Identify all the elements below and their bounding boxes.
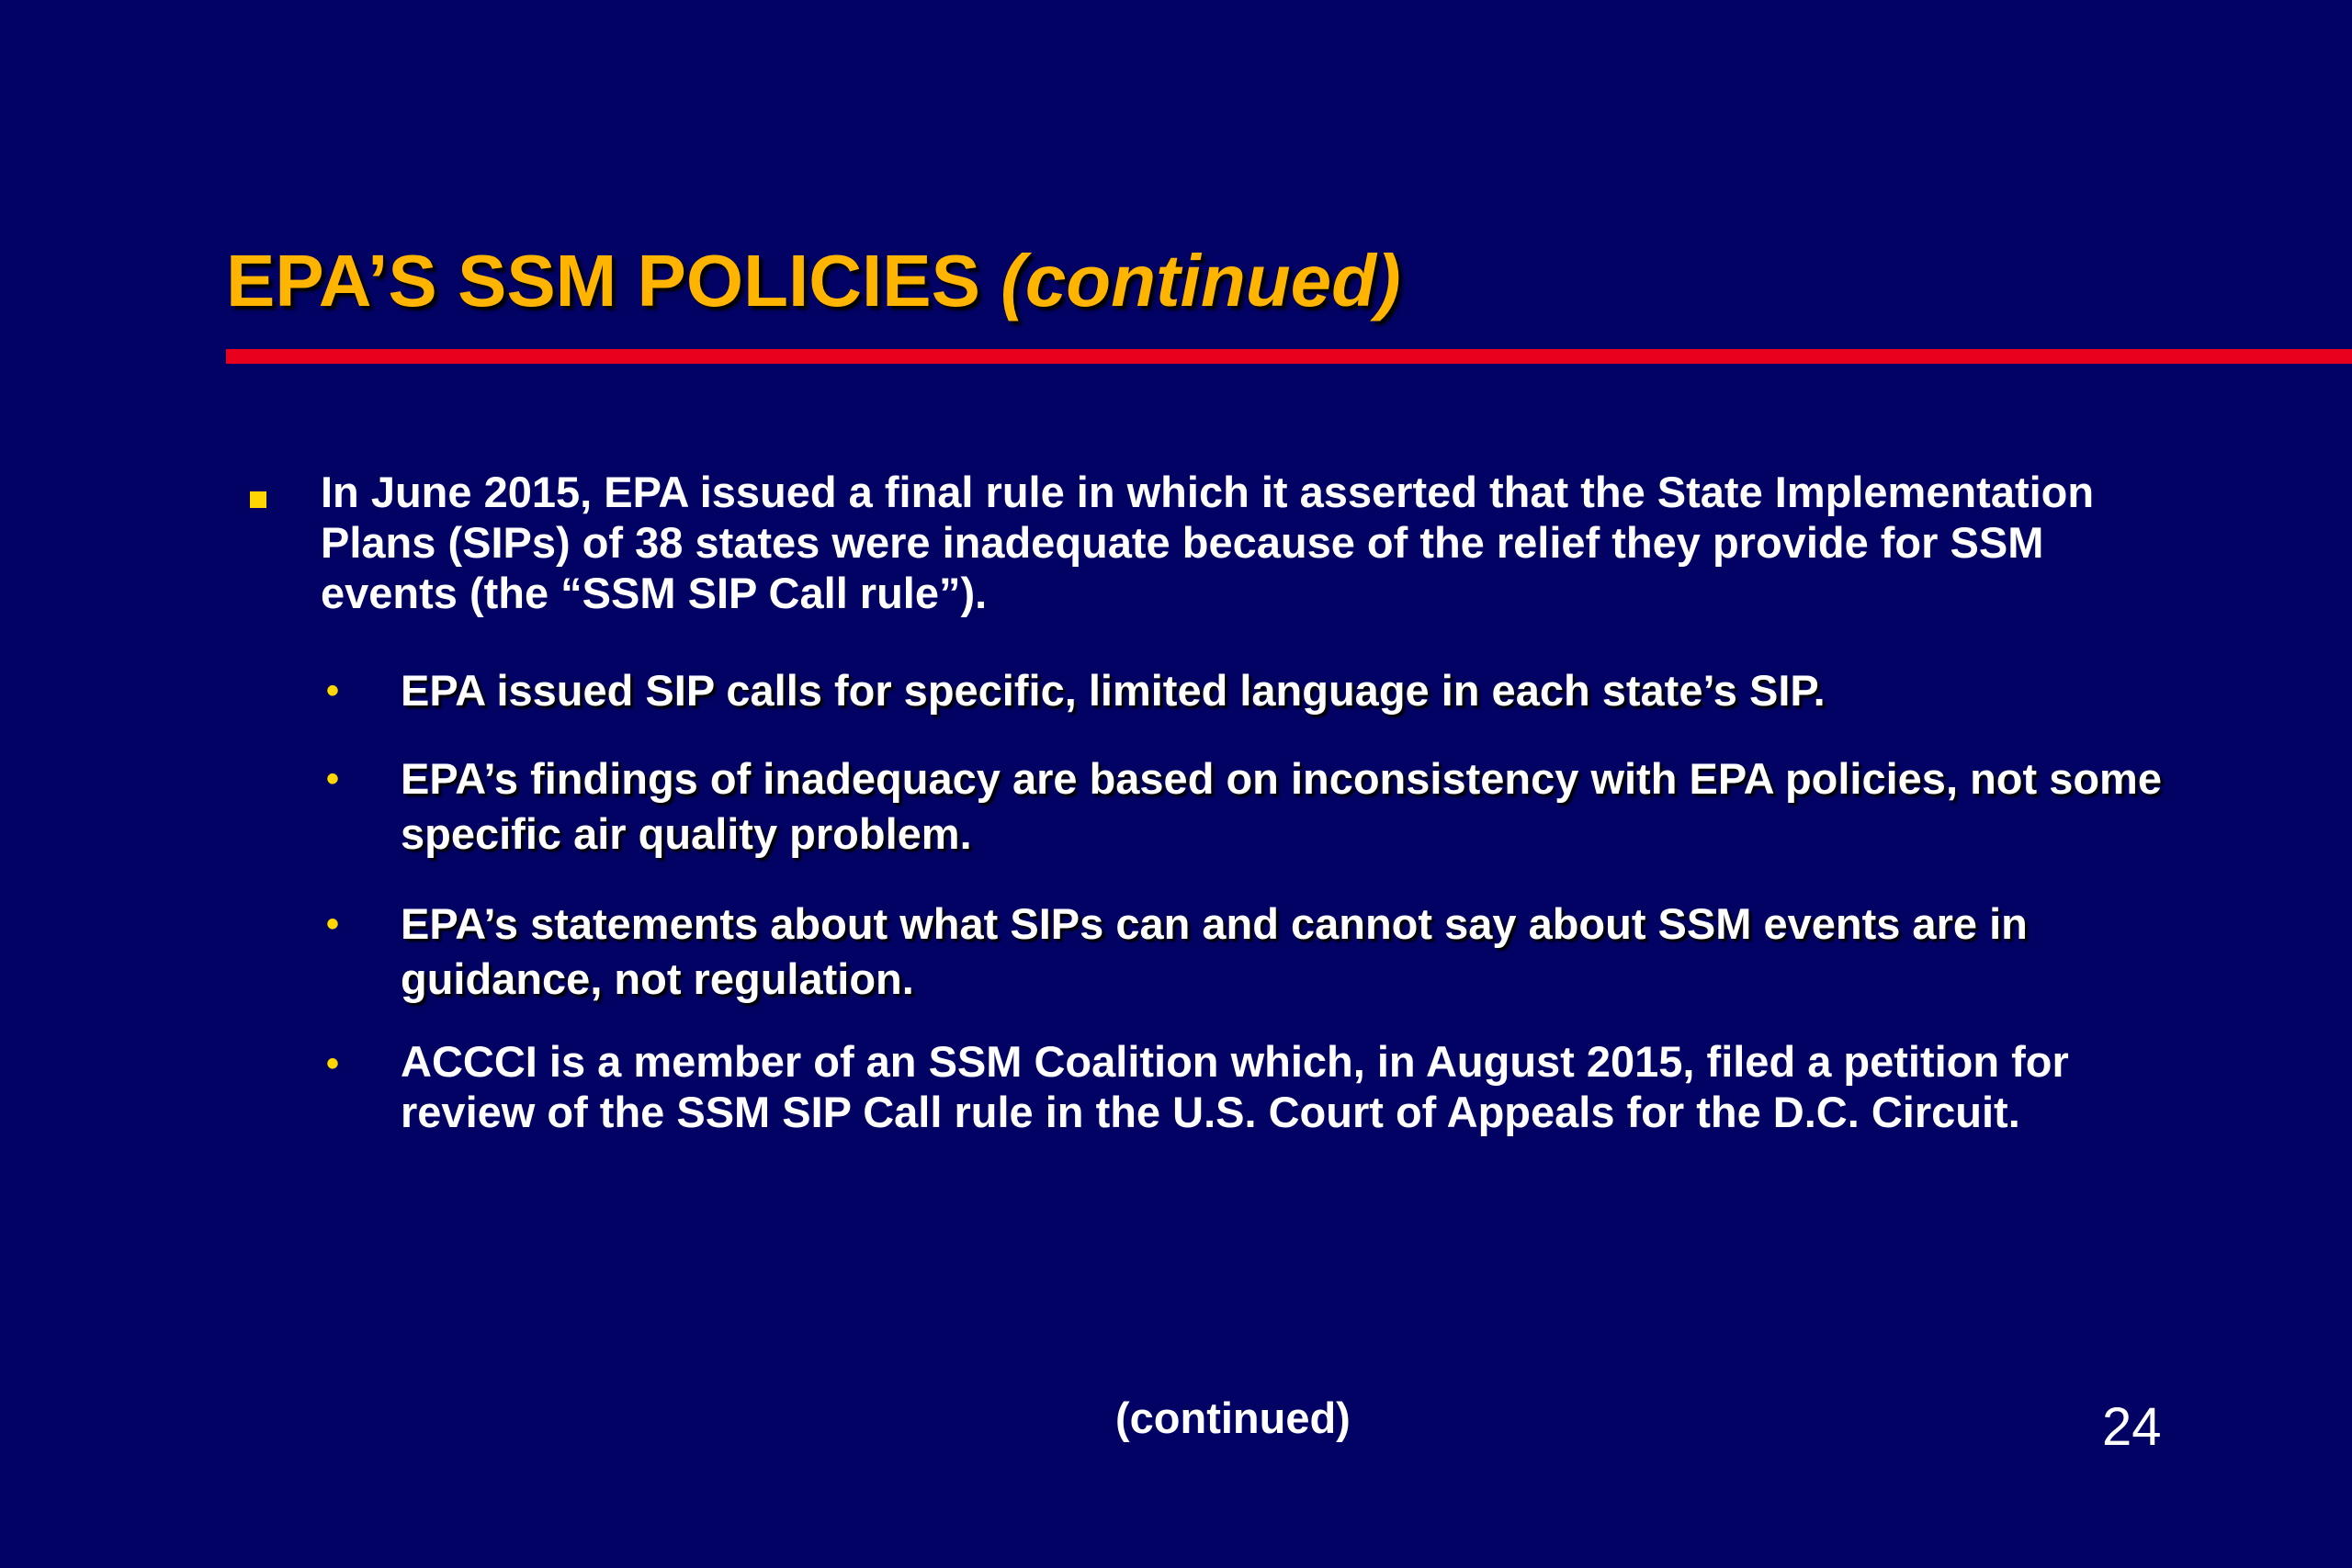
main-bullet-text: In June 2015, EPA issued a final rule in which it asserted that the State Implementation Plans (SIPs) of 38 states were inadequate because of the relief they provide for SSM events (the “SSM SIP Call rule”). [321,468,2095,617]
slide-title-continued: (continued) [1001,240,1401,321]
slide-title [226,237,1401,325]
sub-bullet-text: EPA issued SIP calls for specific, limited language in each state’s SIP. [401,666,1826,715]
footer-continued-label: (continued) [1115,1393,1351,1442]
dot-bullet-icon: • [326,759,340,799]
slide-title-main: EPA’S SSM POLICIES [226,240,980,321]
title-underline-rule [226,349,2352,364]
sub-bullet-text: ACCCI is a member of an SSM Coalition which, in August 2015, filed a petition for review of the SSM SIP Call rule in the U.S. Court of Appeals for the D.C. Circuit. [401,1037,2069,1136]
dot-bullet-icon: • [326,671,340,711]
sub-bullet-text: EPA’s statements about what SIPs can and cannot say about SSM events are in guidance, not regulation. [401,899,2028,1003]
square-bullet-shape [250,491,266,508]
dot-bullet-icon: • [326,904,340,944]
dot-bullet-icon: • [326,1043,340,1084]
sub-bullet-text: EPA’s findings of inadequacy are based on inconsistency with EPA policies, not some specific air quality problem. [401,754,2162,858]
page-number: 24 [2102,1397,2162,1457]
square-bullet-icon [250,487,265,502]
